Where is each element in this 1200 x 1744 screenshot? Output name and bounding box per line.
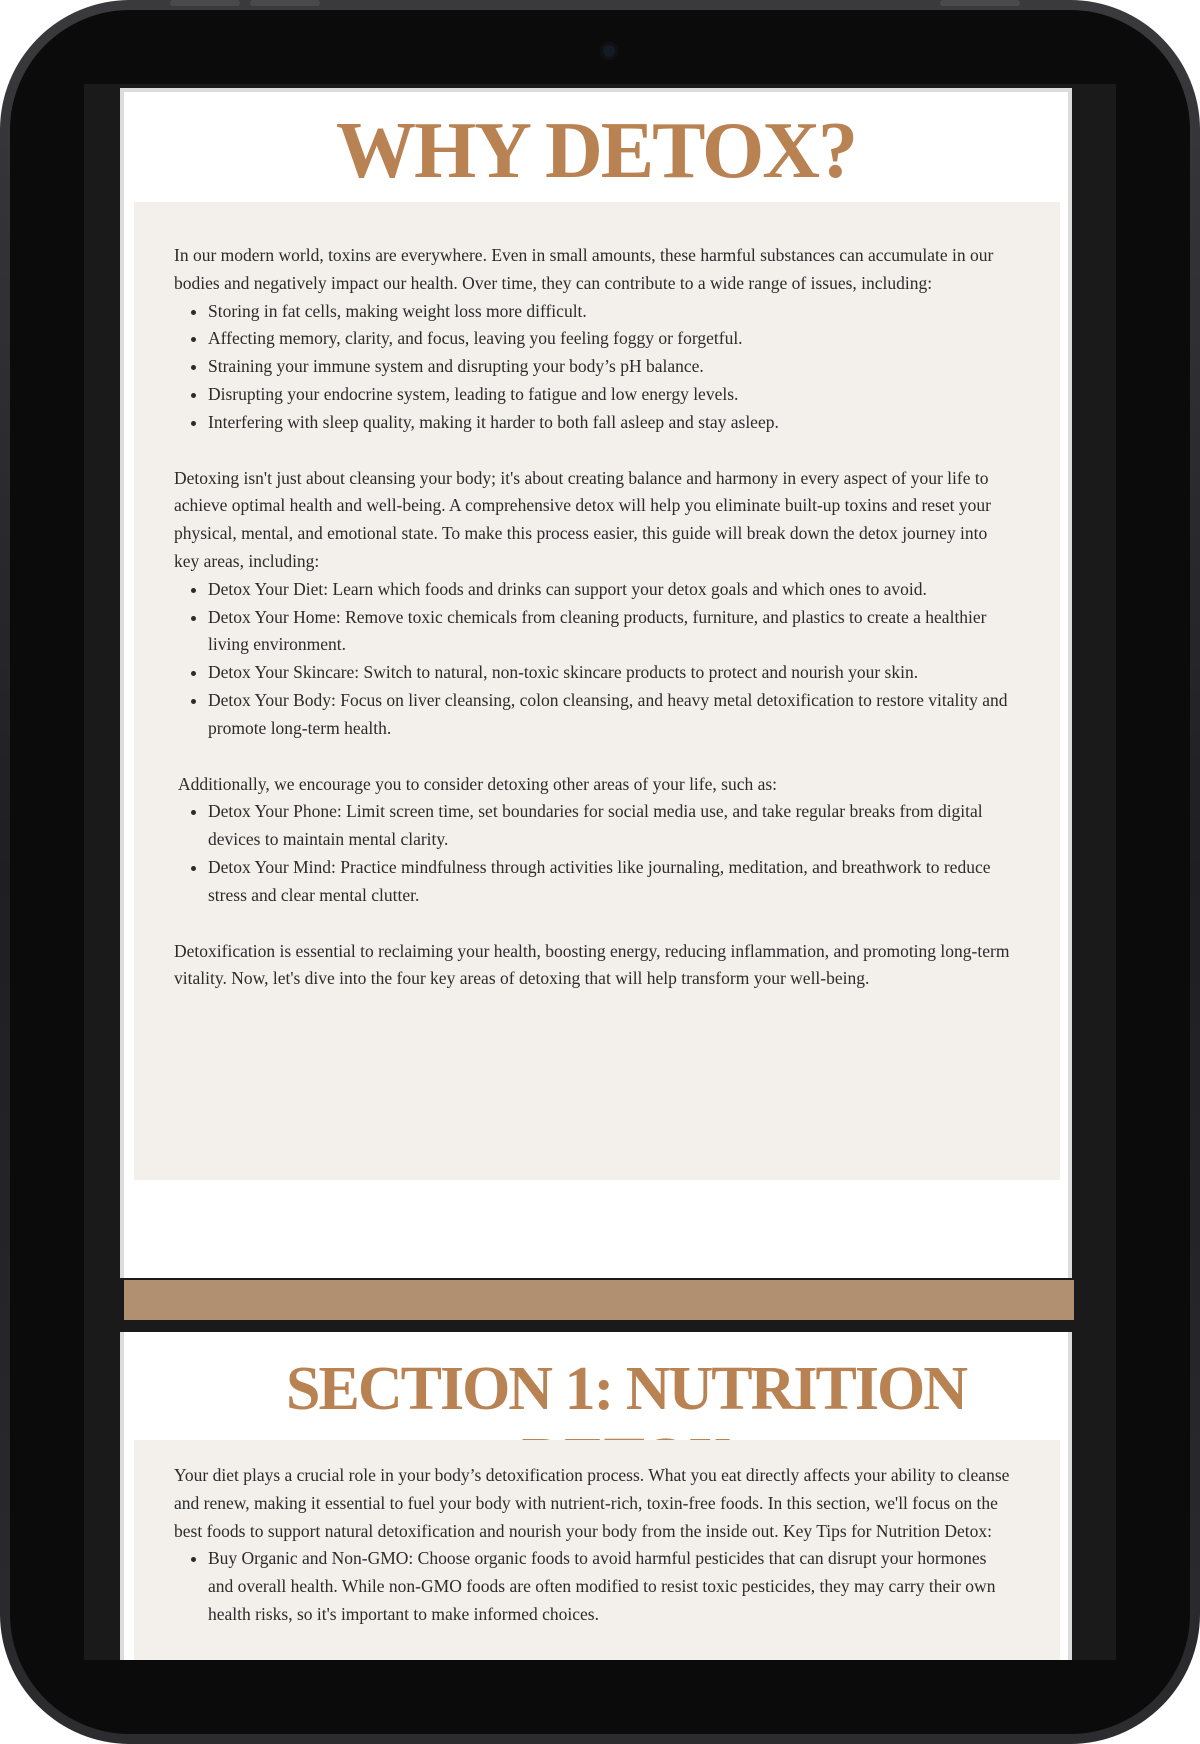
key-areas-list xyxy=(174,576,1014,743)
document-viewer[interactable] xyxy=(84,84,1116,1660)
closing-paragraph: Detoxification is essential to reclaiming your health, boosting energy, reducing inflammation, and promoting long-term vitality. Now, let's dive into the four key areas of detoxing that will help transform your well-being. xyxy=(174,940,1010,989)
list-item: • Detox Your Skincare: Switch to natural, non-toxic skincare products to protect and nourish your skin. xyxy=(208,659,1014,687)
list-item: • Detox Your Diet: Learn which foods and drinks can support your detox goals and which ones to avoid. xyxy=(208,576,1014,604)
list-item: • Interfering with sleep quality, making it harder to both fall asleep and stay asleep. xyxy=(208,409,1014,437)
content-panel xyxy=(134,202,1060,1180)
content-panel xyxy=(134,1440,1060,1660)
additional-paragraph: Additionally, we encourage you to consider detoxing other areas of your life, such as: xyxy=(178,773,778,794)
page-2-text xyxy=(174,1462,1014,1629)
list-item: • Detox Your Home: Remove toxic chemicals from cleaning products, furniture, and plastics to create a healthier living environment. xyxy=(208,604,1014,660)
document-page-1 xyxy=(120,88,1072,1278)
list-item: • Buy Organic and Non-GMO: Choose organic foods to avoid harmful pesticides that can disrupt your hormones and overall health. While non-GMO foods are often modified to resist toxic pesticides, they may carry their own health risks, so it's important to make informed choices. xyxy=(208,1545,1014,1628)
list-item: • Affecting memory, clarity, and focus, leaving you feeling foggy or forgetful. xyxy=(208,325,1014,353)
other-areas-list xyxy=(174,798,1014,909)
list-item: • Storing in fat cells, making weight loss more difficult. xyxy=(208,298,1014,326)
list-item: • Disrupting your endocrine system, leading to fatigue and low energy levels. xyxy=(208,381,1014,409)
volume-button xyxy=(170,0,240,6)
list-item: • Straining your immune system and disrupting your body’s pH balance. xyxy=(208,353,1014,381)
section-divider-bar xyxy=(124,1280,1074,1320)
intro-paragraph: In our modern world, toxins are everywhere. Even in small amounts, these harmful substances can accumulate in our bodies and negatively impact our health. Over time, they can contribute to a wide range of issues, including: xyxy=(174,245,994,293)
list-item: • Detox Your Body: Focus on liver cleansing, colon cleansing, and heavy metal detoxification to restore vitality and promote long-term health. xyxy=(208,687,1014,743)
list-item: • Detox Your Mind: Practice mindfulness through activities like journaling, meditation, and breathwork to reduce stress and clear mental clutter. xyxy=(208,854,1014,910)
page-title: WHY DETOX? xyxy=(335,107,857,195)
issues-list xyxy=(174,298,1014,437)
section-title: SECTION 1: NUTRITION xyxy=(285,1355,967,1423)
front-camera xyxy=(600,42,618,60)
page-1-text xyxy=(174,242,1014,993)
volume-button xyxy=(250,0,320,6)
power-button xyxy=(940,0,1020,6)
detox-paragraph: Detoxing isn't just about cleansing your body; it's about creating balance and harmony in every aspect of your life to achieve optimal health and well-being. A comprehensive detox will help you eliminate built-up toxins and reset your physical, mental, and emotional state. To make this process easier, this guide will break down the detox journey into key areas, including: xyxy=(174,467,991,571)
document-page-2 xyxy=(120,1332,1072,1660)
tips-list xyxy=(174,1545,1014,1628)
intro-paragraph: Your diet plays a crucial role in your body’s detoxification process. What you eat directly affects your ability to cleanse and renew, making it essential to fuel your body with nutrient-rich, toxin-free foods. In this section, we'll focus on the best foods to support natural detoxification and nourish your body from the inside out. Key Tips for Nutrition Detox: xyxy=(174,1465,1010,1541)
list-item: • Detox Your Phone: Limit screen time, set boundaries for social media use, and take regular breaks from digital devices to maintain mental clarity. xyxy=(208,798,1014,854)
